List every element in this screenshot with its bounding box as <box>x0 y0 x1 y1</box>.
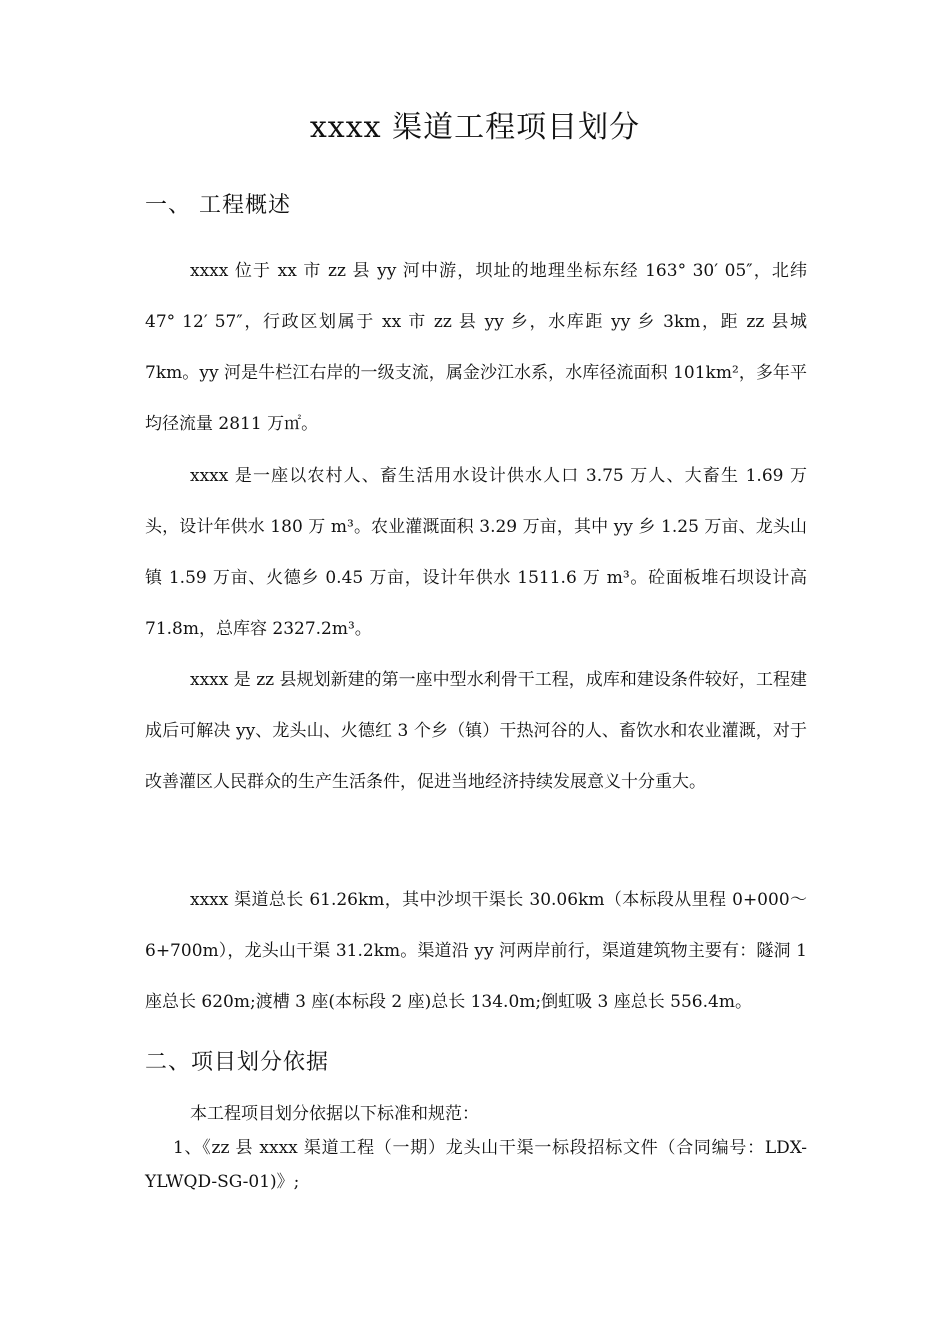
paragraph-significance: xxxx 是 zz 县规划新建的第一座中型水利骨干工程，成库和建设条件较好，工程建成后可解决 yy、龙头山、火德红 3 个乡（镇）干热河谷的人、畜饮水和农业灌溉，对于改善灌区人民群众的生产生活条件，促进当地经济持续发展意义十分重大。 <box>145 670 807 792</box>
paragraph-location: xxxx 位于 xx 市 zz 县 yy 河中游，坝址的地理坐标东经 163° 30′ 05″，北纬 47° 12′ 57″，行政区划属于 xx 市 zz 县 yy 乡，水库距 yy 乡 3km，距 zz 县城 7km。yy 河是牛栏江右岸的一级支流，属金沙江水系，水库径流面积 101km²，多年平均径流量 2811 万㎡。 <box>145 261 807 434</box>
section-heading-basis: 二、项目划分依据 <box>145 1050 330 1075</box>
paragraph-canal-length: xxxx 渠道总长 61.26km，其中沙坝干渠长 30.06km（本标段从里程 0+000～6+700m），龙头山干渠 31.2km。渠道沿 yy 河两岸前行，渠道建筑物主要有：隧洞 1 座总长 620m;渡槽 3 座(本标段 2 座)总长 134.0m;倒虹吸 3 座总长 556.4m。 <box>145 890 807 1012</box>
section-heading-overview: 一、 工程概述 <box>145 193 291 218</box>
document-title: xxxx 渠道工程项目划分 <box>309 110 641 145</box>
paragraph-water-supply: xxxx 是一座以农村人、畜生活用水设计供水人口 3.75 万人、大畜生 1.69 万头，设计年供水 180 万 m³。农业灌溉面积 3.29 万亩，其中 yy 乡 1.25 万亩、龙头山镇 1.59 万亩、火德乡 0.45 万亩，设计年供水 1511.6 万 m³。砼面板堆石坝设计高 71.8m，总库容 2327.2m³。 <box>145 466 807 639</box>
list-item-basis-1: 1、《zz 县 xxxx 渠道工程（一期）龙头山干渠一标段招标文件（合同编号：LDX-YLWQD-SG-01)》; <box>145 1138 807 1192</box>
paragraph-basis-intro: 本工程项目划分依据以下标准和规范： <box>190 1104 479 1124</box>
